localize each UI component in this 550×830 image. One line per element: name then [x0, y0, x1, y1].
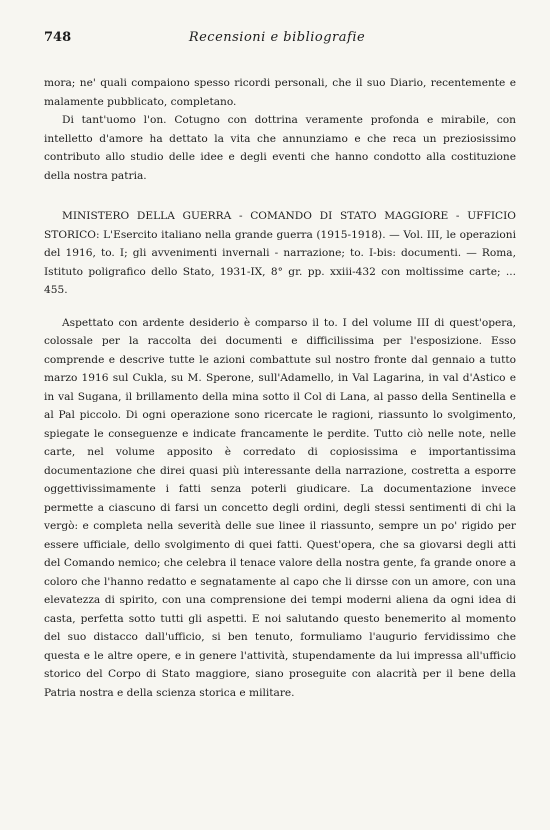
running-header [44, 30, 510, 52]
page-number: 748 [44, 30, 72, 45]
page-body [44, 74, 516, 702]
running-title: Recensioni e bibliografie [188, 30, 366, 45]
review-paragraph: Aspettato con ardente desiderio è comparso il to. I del volume III di quest'opera, colossale per la raccolta dei documenti e difficilissima per l'esposizione. Esso comprende e descrive tutte le azioni combattute sul nostro fronte dal gennaio a tutto marzo 1916 sul Cukla, su M. Sperone, sull'Adamello, in Val Lagarina, in val d'Astico e in val Sugana, il brillamento della mina sotto il Col di Lana, al passo della Sentinella e al Pal piccolo. Di ogni operazione sono ricercate le ragioni, riassunto lo svolgimento, spiegate le conseguenze e indicate francamente le perdite. Tutto ciò nelle note, nelle carte, nel volume apposito è corredato di copiosissima e importantissima documentazione che direi quasi più interessante della narrazione, costretta a esporre oggettivissimamente i fatti senza poterli giudicare. La documentazione invece permette a ciascuno di farsi un concetto degli ordini, degli stessi sentimenti di chi la vergò: e completa nella severità delle sue linee il riassunto, sempre un po' rigido per essere ufficiale, dello svolgimento di quei fatti. Quest'opera, che sa giovarsi degli atti del Comando nemico; che celebra il tenace valore della nostra gente, fa grande onore a coloro che l'hanno redatto e segnatamente al capo che li dirsse con un amore, con una elevatezza di spirito, con una comprensione dei tempi moderni aliena da ogni idea di casta, perfetta sotto tutti gli aspetti. E noi salutando questo benemerito al momento del suo distacco dall'ufficio, si ben tenuto, formuliamo l'augurio fervidissimo che questa e le altre opere, e in genere l'attività, stupendamente da lui impressa all'ufficio storico del Corpo di Stato maggiore, siano proseguite con alacrità per il bene della Patria nostra e della scienza storica e militare. [44, 316, 516, 699]
paragraph-conclusion: Di tant'uomo l'on. Cotugno con dottrina veramente profonda e mirabile, con intelletto d'amore ha dettato la vita che annunziamo e che reca un preziosissimo contributo allo studio delle idee e degli eventi che hanno condotto alla costituzione della nostra patria. [44, 114, 516, 182]
bibliographic-entry: MINISTERO DELLA GUERRA - COMANDO DI STATO MAGGIORE - UFFICIO STORICO: L'Esercito italiano nella grande guerra (1915-1918). — Vol. III, le operazioni del 1916, to. I; gli avvenimenti invernali - narrazione; to. I-bis: documenti. — Roma, Istituto poligrafico dello Stato, 1931-IX, 8° gr. pp. xxiii-432 con moltissime carte; ... 455. [44, 210, 516, 296]
paragraph-continuation: mora; ne' quali compaiono spesso ricordi personali, che il suo Diario, recentemente e malamente pubblicato, completano. [44, 77, 516, 108]
